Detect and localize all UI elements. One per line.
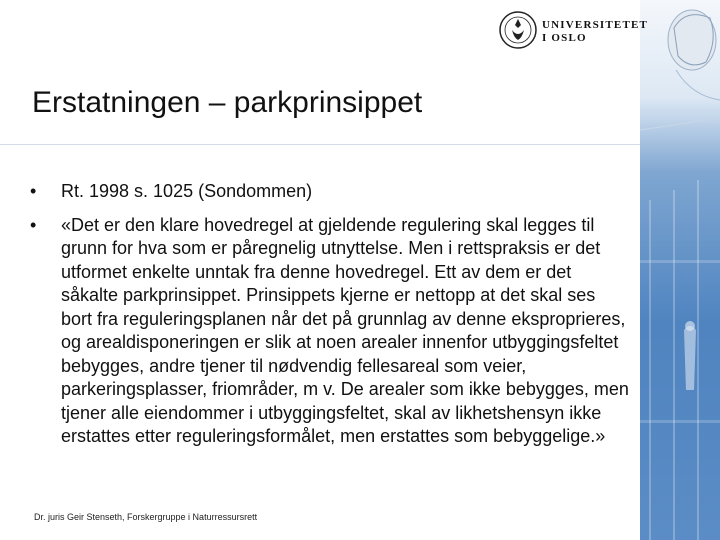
university-name-line2: I OSLO — [542, 32, 587, 44]
bullet-marker: • — [30, 181, 37, 201]
list-item — [30, 214, 630, 449]
slide-title: Erstatningen – parkprinsippet — [32, 86, 423, 119]
title-divider — [0, 144, 640, 145]
university-name-line1: UNIVERSITETET — [542, 19, 649, 31]
decorative-side-image — [640, 0, 720, 540]
bullet-marker: • — [30, 214, 37, 235]
university-logo — [498, 10, 649, 54]
list-item — [30, 180, 630, 204]
bullet-text-case-reference: Rt. 1998 s. 1025 (Sondommen) — [61, 181, 313, 201]
bullet-text-quote: «Det er den klare hovedregel at gjeldende regulering skal legges til grunn for hva som er påregnelig utnyttelse. Men i rettspraksis er det utformet enkelte unntak fra denne hovedregel. Ett av dem er det såkalte parkprinsippet. Prinsippets kjerne er nettopp at det skal ses bort fra reguleringsplanen når det på grunnlag av denne eksproprieres, og arealdisponeringen er slik at noen arealer innenfor utbyggingsfeltet bebygges, andre tjener til nødvendig fellesareal som veier, parkeringsplasser, friområder, m v. De arealer som ikke bebygges, men tjener alle eiendommer i utbyggingsfeltet, skal av likhetshensyn ikke erstattes etter reguleringsformålet, men erstattes som bebyggelige.» — [61, 214, 629, 446]
statue-illustration — [640, 0, 720, 540]
bullet-list — [30, 180, 630, 459]
university-seal-icon — [498, 10, 538, 50]
slide-footer: Dr. juris Geir Stenseth, Forskergruppe i Naturressursrett — [34, 512, 258, 522]
university-name — [542, 19, 648, 45]
